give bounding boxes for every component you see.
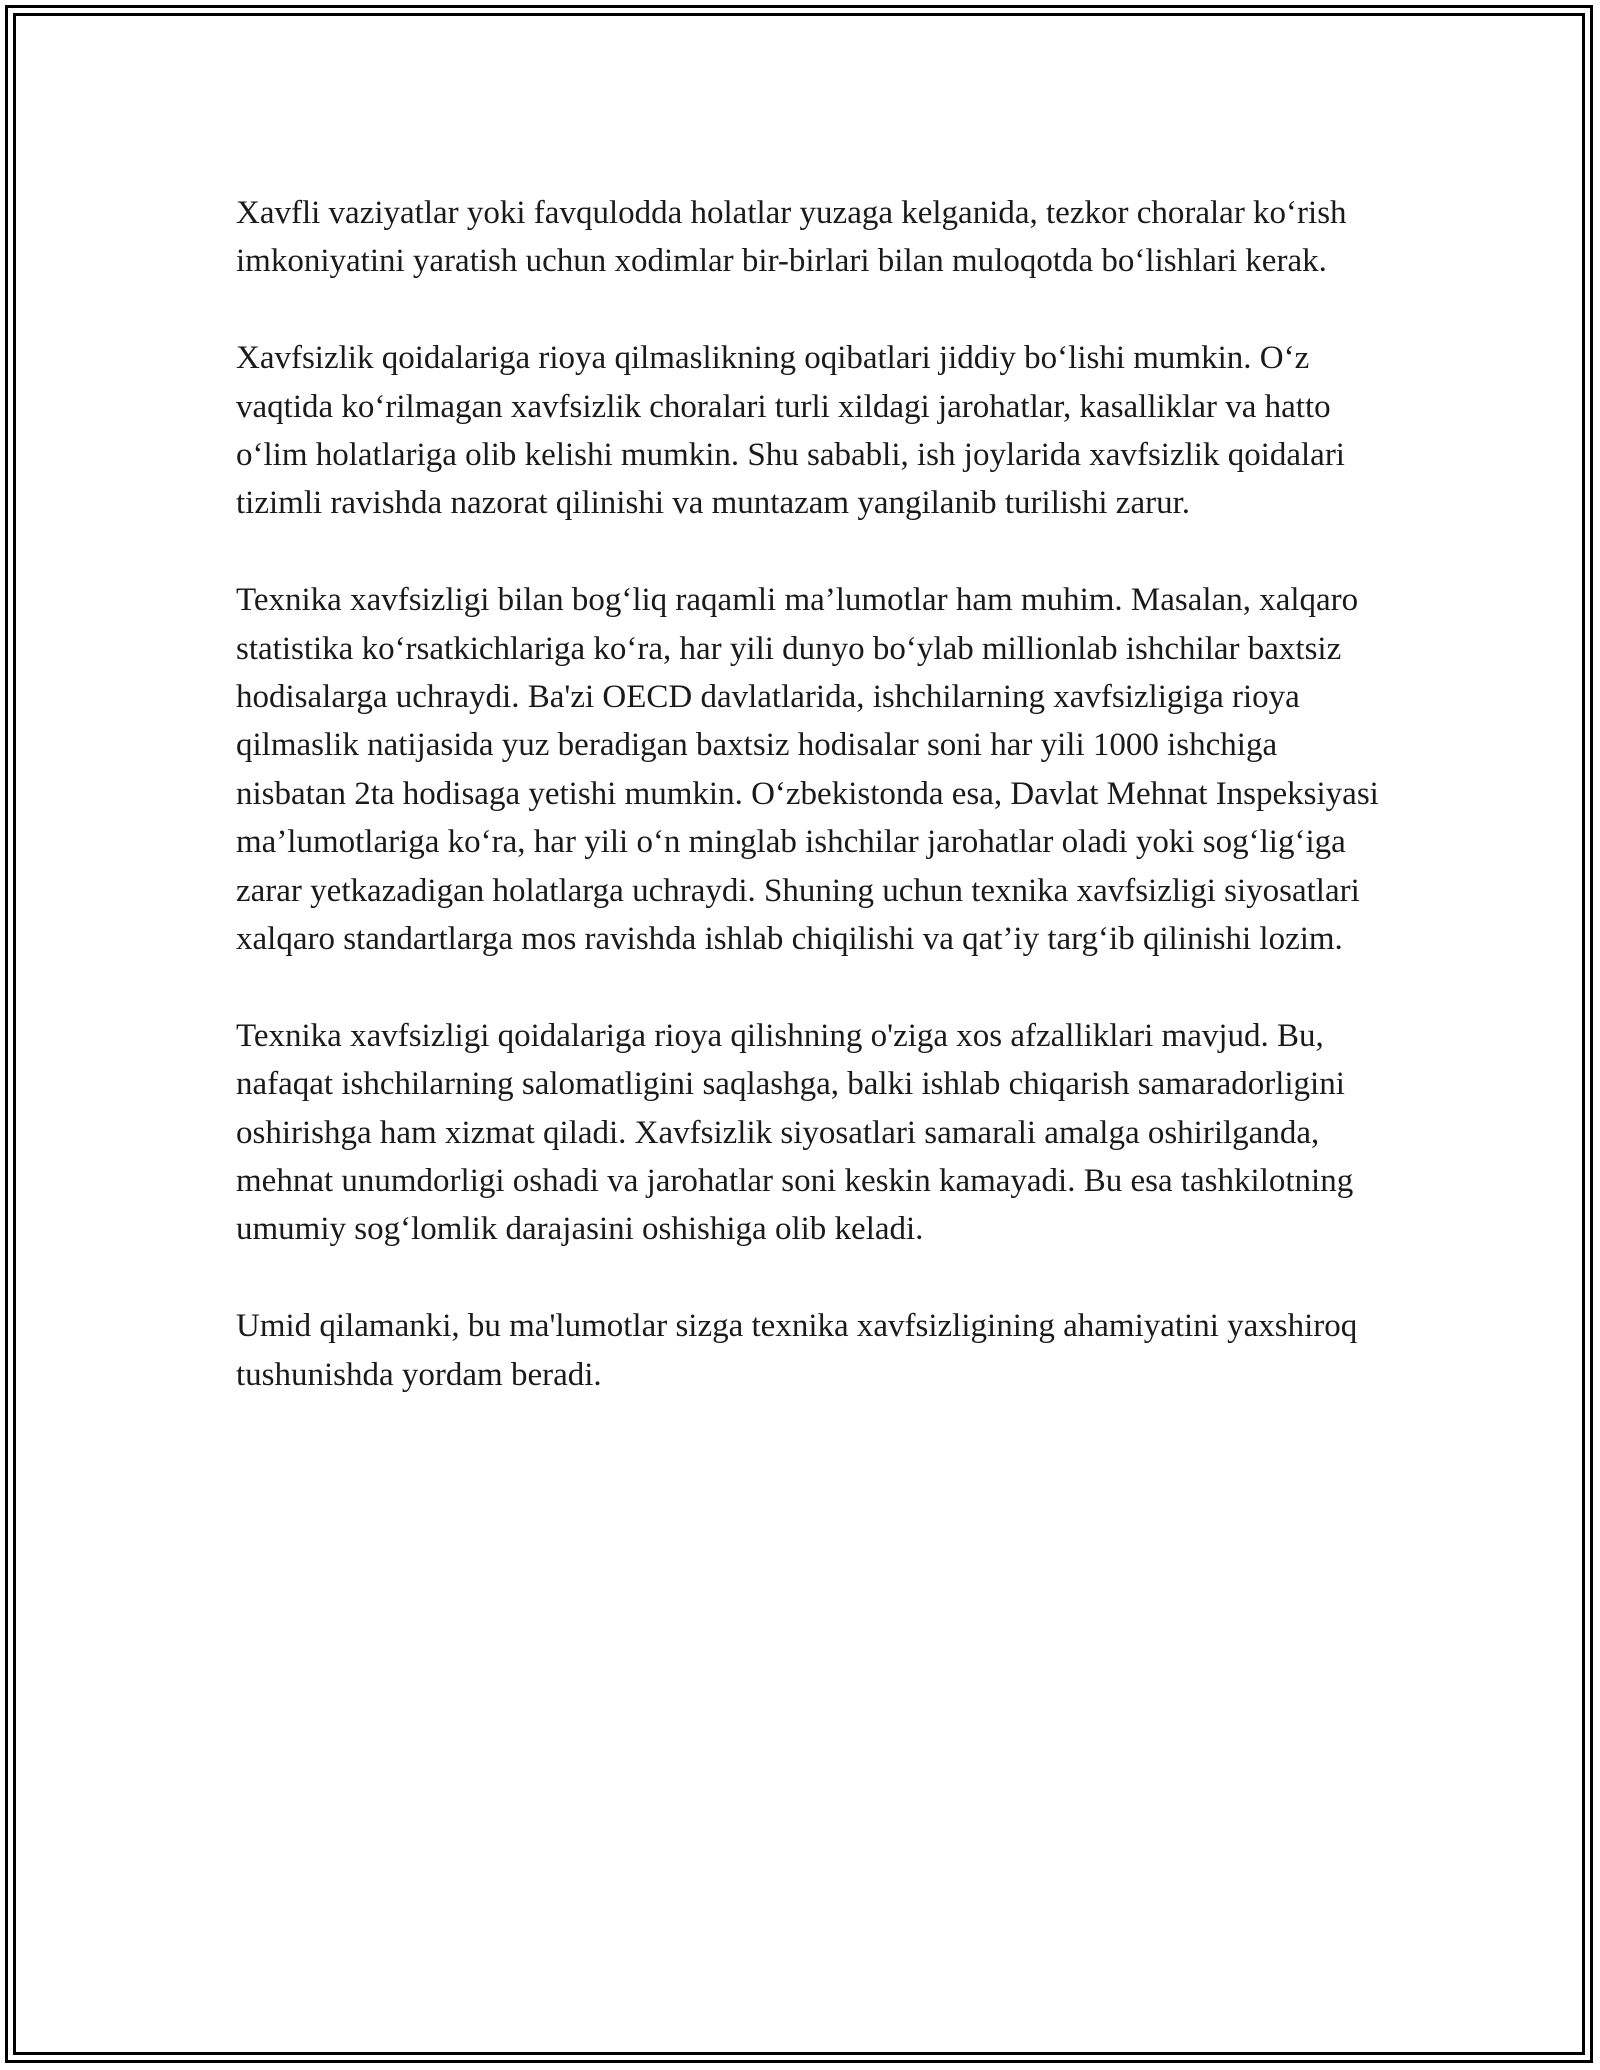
document-body <box>236 189 1386 1447</box>
paragraph-4: Texnika xavfsizligi qoidalariga rioya qilishning o'ziga xos afzalliklari mavjud. Bu, nafaqat ishchilarning salomatligini saqlashga, balki ishlab chiqarish samaradorligini oshirishga ham xizmat qiladi. Xavfsizlik siyosatlari samarali amalga oshirilganda, mehnat unumdorligi oshadi va jarohatlar soni keskin kamayadi. Bu esa tashkilotning umumiy sog‘lomlik darajasini oshishiga olib keladi. <box>236 1017 1354 1248</box>
paragraph-1: Xavfli vaziyatlar yoki favqulodda holatlar yuzaga kelganida, tezkor choralar ko‘rish imkoniyatini yaratish uchun xodimlar bir-birlari bilan muloqotda bo‘lishlari kerak. <box>236 195 1347 280</box>
paragraph-5: Umid qilamanki, bu ma'lumotlar sizga texnika xavfsizligining ahamiyatini yaxshiroq tushunishda yordam beradi. <box>236 1308 1358 1393</box>
paragraph-2: Xavfsizlik qoidalariga rioya qilmaslikning oqibatlari jiddiy bo‘lishi mumkin. O‘z vaqtida ko‘rilmagan xavfsizlik choralari turli xildagi jarohatlar, kasalliklar va hatto o‘lim holatlariga olib kelishi mumkin. Shu sababli, ish joylarida xavfsizlik qoidalari tizimli ravishda nazorat qilinishi va muntazam yangilanib turilishi zarur. <box>236 340 1345 522</box>
paragraph-3: Texnika xavfsizligi bilan bog‘liq raqamli ma’lumotlar ham muhim. Masalan, xalqaro statistika ko‘rsatkichlariga ko‘ra, har yili dunyo bo‘ylab millionlab ishchilar baxtsiz hodisalarga uchraydi. Ba'zi OECD davlatlarida, ishchilarning xavfsizligiga rioya qilmaslik natijasida yuz beradigan baxtsiz hodisalar soni har yili 1000 ishchiga nisbatan 2ta hodisaga yetishi mumkin. O‘zbekistonda esa, Davlat Mehnat Inspeksiyasi ma’lumotlariga ko‘ra, har yili o‘n minglab ishchilar jarohatlar oladi yoki sog‘lig‘iga zarar yetkazadigan holatlarga uchraydi. Shuning uchun texnika xavfsizligi siyosatlari xalqaro standartlarga mos ravishda ishlab chiqilishi va qat’iy targ‘ib qilinishi lozim. <box>236 582 1379 958</box>
